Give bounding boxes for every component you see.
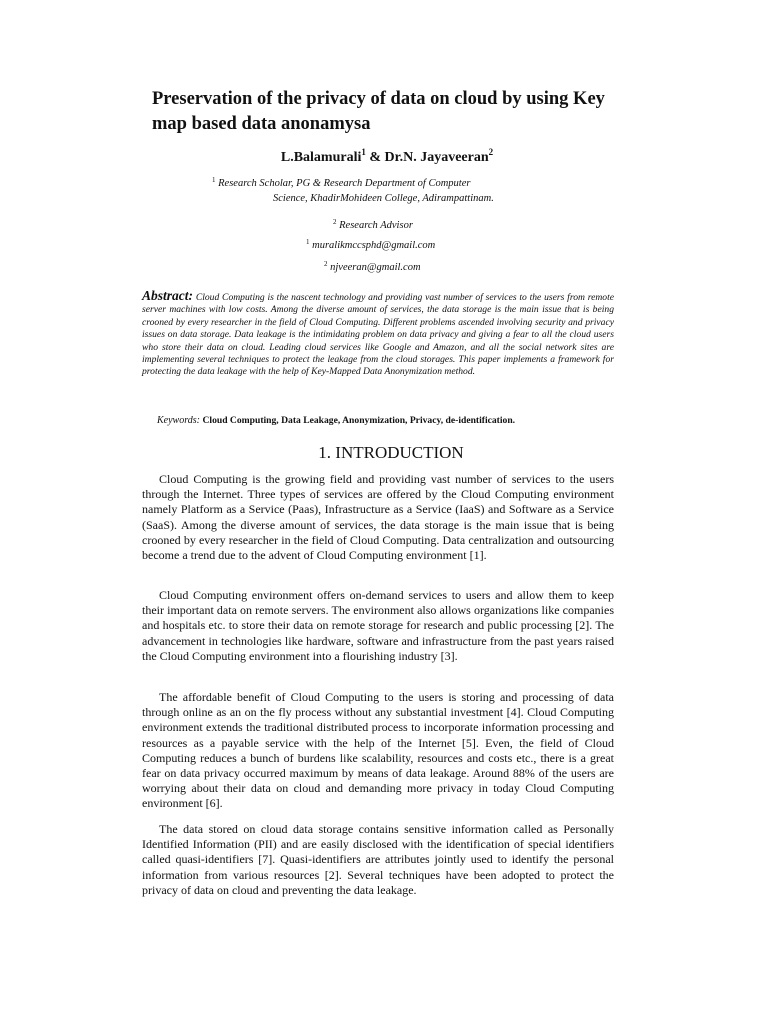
keywords-label: Keywords: bbox=[157, 415, 200, 426]
section-heading-text: 1. INTRODUCTION bbox=[318, 443, 464, 462]
keywords-line bbox=[157, 415, 515, 426]
affiliation-1-superscript: 1 bbox=[212, 176, 216, 184]
advisor-text: Research Advisor bbox=[339, 220, 413, 231]
advisor-line bbox=[333, 218, 413, 231]
intro-paragraph-4: The data stored on cloud data storage contains sensitive information called as Personally Identified Information (PII) and are easily disclosed with the identification of special identifiers called quasi-identifiers [7]. Quasi-identifiers are attributes jointly used to identify the personal information from various resources [2]. Several techniques have been adopted to protect the privacy of data on cloud and preventing the data leakage. bbox=[142, 822, 614, 897]
email-2-superscript: 2 bbox=[324, 260, 328, 268]
email-1: muralikmccsphd@gmail.com bbox=[312, 240, 436, 251]
email-line-2 bbox=[324, 260, 421, 273]
abstract-label: Abstract: bbox=[142, 288, 194, 303]
affiliation-line-1 bbox=[212, 176, 470, 189]
section-heading bbox=[0, 443, 768, 463]
email-1-superscript: 1 bbox=[306, 238, 310, 246]
abstract-block bbox=[142, 290, 614, 379]
advisor-superscript: 2 bbox=[333, 218, 337, 226]
abstract-text: Cloud Computing is the nascent technology and providing vast number of services to the users from remote server machines with low costs. Among the diverse amount of services, the data storage is the main issue that is being crooned by every researcher in the field of Cloud Computing. Different problems ascended involving security and privacy issues on data storage. Data leakage is the intimidating problem on data privacy and giving a fear to all the cloud users who store their data on cloud. Leading cloud services like Google and Amazon, and all the social network sites are implementing several techniques to protect the leakage from the cloud storages. This paper implements a framework for protecting the data leakage with the help of Key-Mapped Data Anonymization method. bbox=[142, 292, 614, 378]
author-2-superscript: 2 bbox=[488, 147, 494, 157]
email-2: njveeran@gmail.com bbox=[330, 262, 421, 273]
intro-paragraph-2: Cloud Computing environment offers on-demand services to users and allow them to keep their important data on remote servers. The environment also allows organizations like companies and hospitals etc. to store their data on remote storage for research and public processing [2]. The advancement in technologies like hardware, software and infrastructure from the past years raised the Cloud Computing environment into a flourishing industry [3]. bbox=[142, 588, 614, 663]
paper-title: Preservation of the privacy of data on cloud by using Key map based data anonamysa bbox=[152, 89, 605, 134]
keywords-text: Cloud Computing, Data Leakage, Anonymization, Privacy, de-identification. bbox=[202, 415, 516, 426]
author-1-superscript: 1 bbox=[361, 147, 366, 157]
affiliation-line-2: Science, KhadirMohideen College, Adirampattinam. bbox=[273, 193, 494, 204]
email-line-1 bbox=[306, 238, 435, 251]
author-1-name: L.Balamurali bbox=[280, 150, 362, 165]
affiliation-1-text: Research Scholar, PG & Research Department of Computer bbox=[218, 178, 471, 189]
author-2-name: Dr.N. Jayaveeran bbox=[384, 150, 489, 165]
author-line bbox=[0, 147, 768, 166]
intro-paragraph-1: Cloud Computing is the growing field and providing vast number of services to the users through the Internet. Three types of services are offered by the Cloud Computing environment namely Platform as a Service (Paas), Infrastructure as a Service (IaaS) and Software as a Service (SaaS). Among the diverse amount of services, the data storage is the main issue that is being crooned by every researcher in the field of Cloud Computing. Data centralization and outsourcing become a trend due to the advent of Cloud Computing environment [1]. bbox=[142, 472, 614, 563]
author-separator: & bbox=[365, 150, 385, 165]
intro-paragraph-3: The affordable benefit of Cloud Computing to the users is storing and processing of data through online as an on the fly process without any substantial investment [4]. Cloud Computing environment extends the traditional distributed process to incorporate information processing and resources as a payable service with the help of the Internet [5]. Even, the field of Cloud Computing reduces a bunch of burdens like scalability, resources and costs etc., there is a great fear on data privacy occurred maximum by means of data leakage. Around 88% of the users are worrying about their data on cloud and demanding more privacy in today Cloud Computing environment [6]. bbox=[142, 690, 614, 811]
